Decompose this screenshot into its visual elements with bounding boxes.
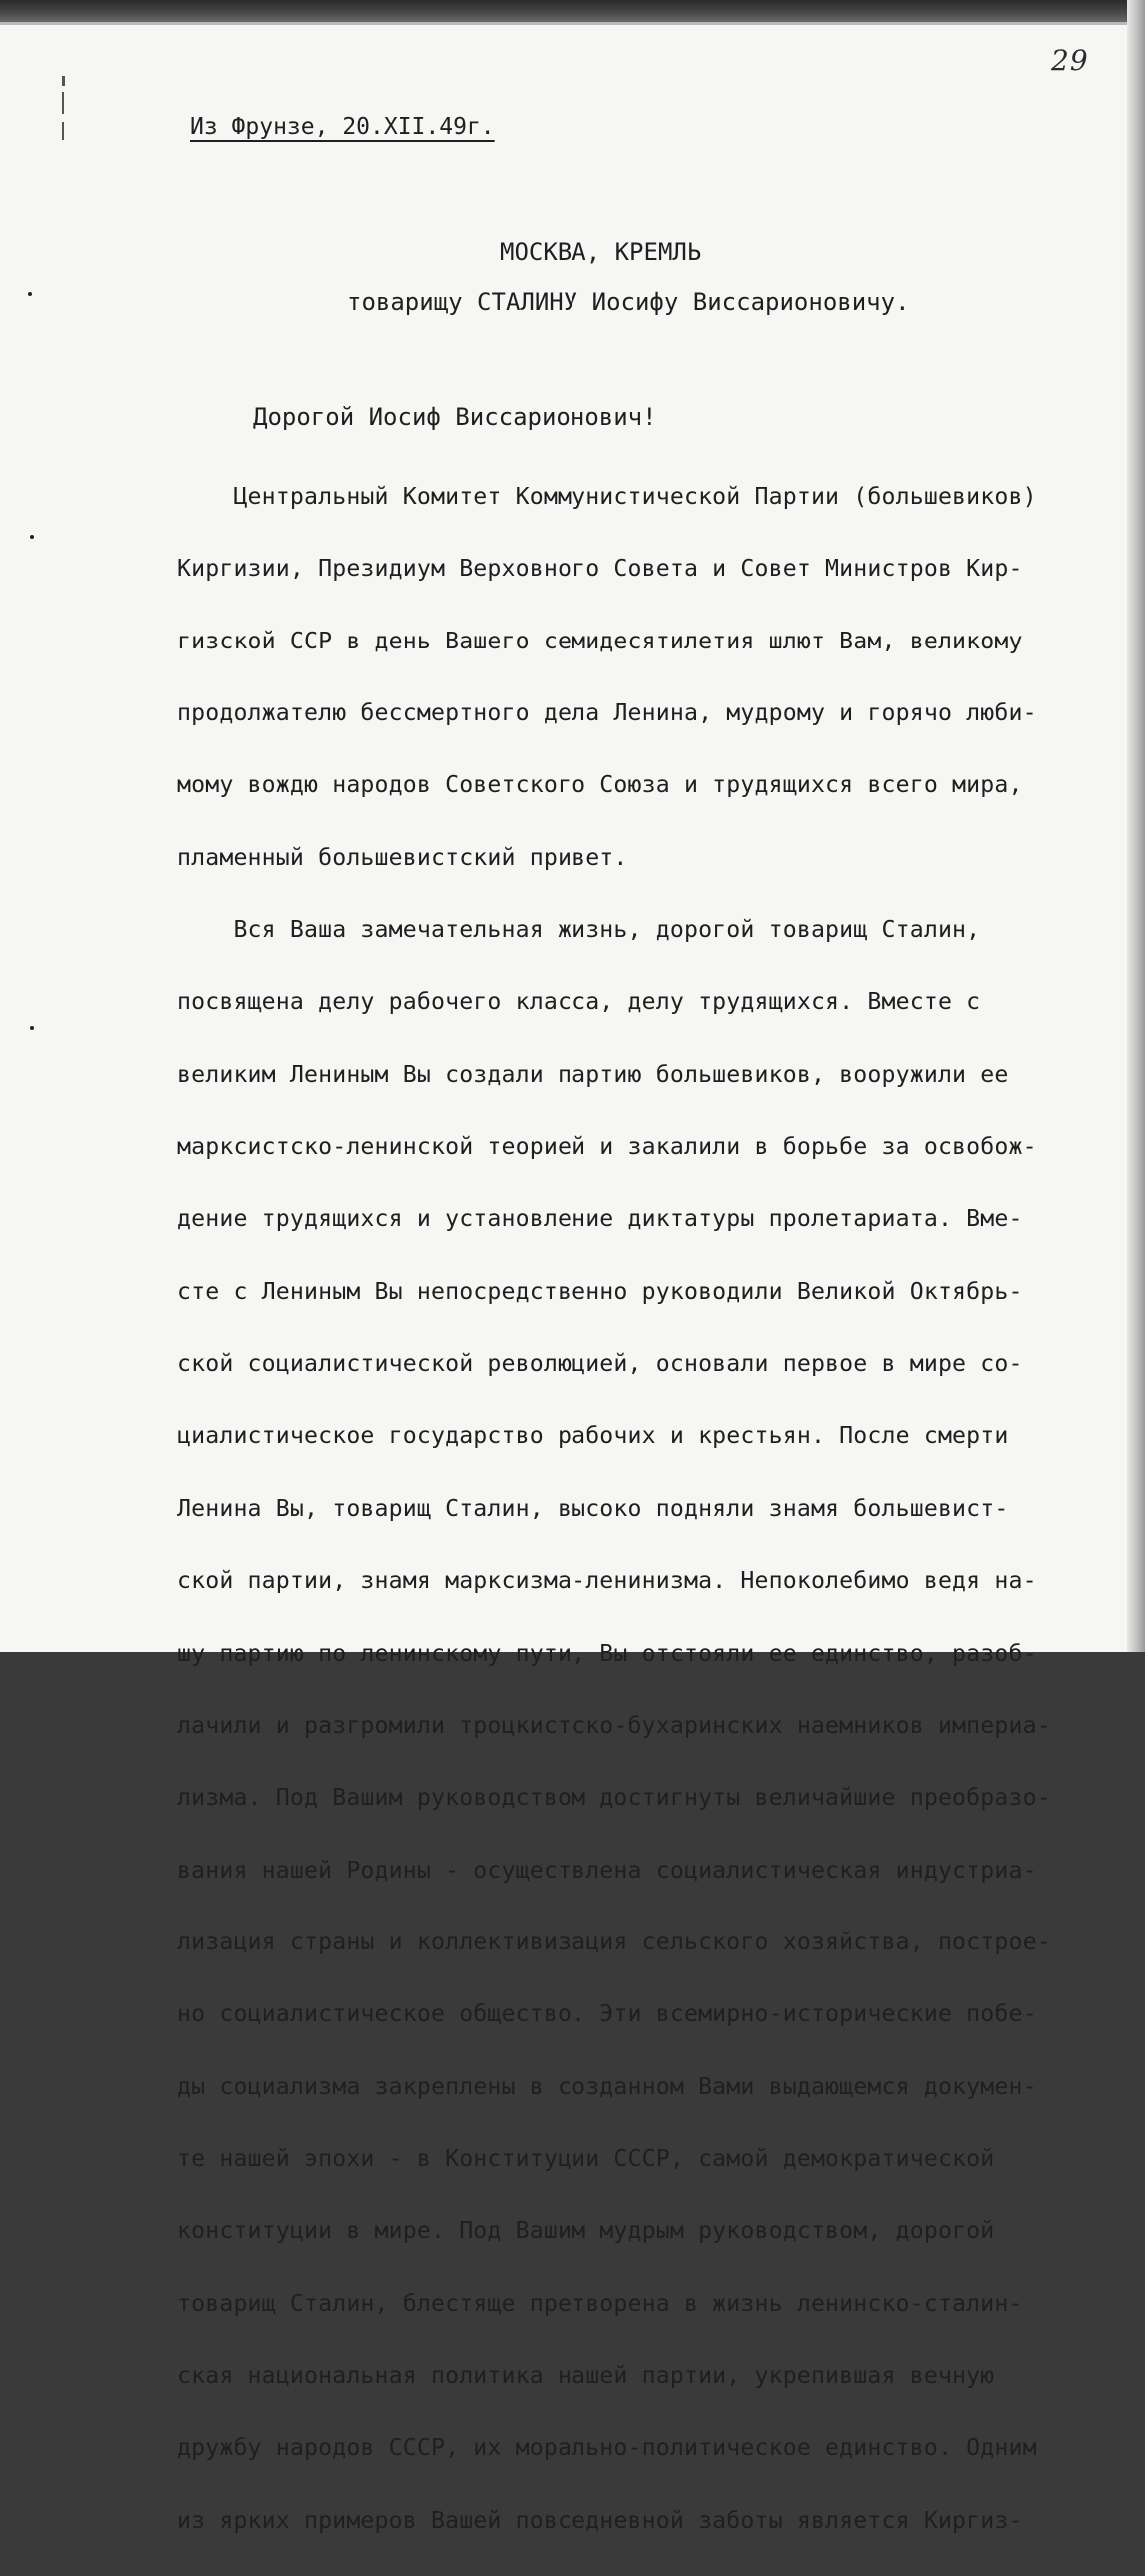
body-line: лачили и разгромили троцкистско-бухаринских наемников империа- [177,1711,1051,1739]
body-line: вания нашей Родины - осуществлена социалистическая индустриа- [177,1856,1037,1884]
scan-top-edge [0,0,1145,22]
addressee-name: товарищу СТАЛИНУ Иосифу Виссарионовичу. [347,288,910,316]
body-line: великим Лениным Вы создали партию большевиков, вооружили ее [177,1060,1009,1088]
body-line: циалистическое государство рабочих и крестьян. После смерти [177,1422,1009,1450]
punch-dot [30,535,34,539]
body-line: Киргизии, Президиум Верховного Совета и Совет Министров Кир- [177,555,1023,583]
body-line: марксистско-ленинской теорией и закалили в борьбе за освобож- [177,1133,1037,1161]
body-line: из ярких примеров Вашей повседневной заботы является Киргиз- [177,2506,1023,2534]
body-line: ская национальная политика нашей партии, укрепившая вечную [177,2361,995,2389]
body-line: пламенный большевистский привет. [177,843,628,871]
binding-mark [62,76,65,86]
body-line: посвящена делу рабочего класса, делу трудящихся. Вместе с [177,988,981,1016]
body-line: дружбу народов СССР, их морально-политическое единство. Одним [177,2434,1037,2462]
body-line: ской партии, знамя марксизма-ленинизма. Непоколебимо ведя на- [177,1567,1037,1595]
scan-right-edge [1127,0,1145,1652]
body-line: мому вождю народов Советского Союза и трудящихся всего мира, [177,771,1023,799]
body-line: конституции в мире. Под Вашим мудрым руководством, дорогой [177,2217,995,2245]
letter-body [177,442,1106,2576]
body-line: гизской ССР в день Вашего семидесятилетия шлют Вам, великому [177,627,1023,654]
binding-mark [62,122,64,140]
body-line: те нашей эпохи - в Конституции СССР, самой демократической [177,2144,995,2172]
body-line: сте с Лениным Вы непосредственно руководили Великой Октябрь- [177,1277,1023,1305]
body-line: продолжателю бессмертного дела Ленина, мудрому и горячо люби- [177,699,1037,727]
body-line: но социалистическое общество. Эти всемирно-исторические побе- [177,2000,1037,2028]
addressee-location: МОСКВА, КРЕМЛЬ [500,238,702,266]
place-date-line: Из Фрунзе, 20.XII.49г. [190,114,495,140]
body-line: ской социалистической революцией, основали первое в мире со- [177,1350,1023,1378]
body-line: Вся Ваша замечательная жизнь, дорогой товарищ Сталин, [177,916,981,944]
handwritten-page-number: 29 [1051,44,1089,77]
body-line: дение трудящихся и установление диктатуры пролетариата. Вме- [177,1205,1023,1233]
body-line: товарищ Сталин, блестяще претворена в жизнь ленинско-сталин- [177,2289,1023,2317]
body-line: лизма. Под Вашим руководством достигнуты величайшие преобразо- [177,1784,1051,1812]
binding-mark [62,92,64,114]
salutation: Дорогой Иосиф Виссарионович! [253,403,657,431]
body-line: Центральный Комитет Коммунистической Партии (большевиков) [177,483,1037,510]
punch-dot [28,292,32,296]
punch-dot [30,1026,34,1030]
body-line: Ленина Вы, товарищ Сталин, высоко подняли знамя большевист- [177,1494,1009,1522]
body-line: ды социализма закреплены в созданном Вами выдающемся докумен- [177,2072,1037,2100]
body-line: лизация страны и коллективизация сельского хозяйства, построе- [177,1928,1051,1955]
body-line: шу партию по ленинскому пути, Вы отстояли ее единство, разоб- [177,1639,1037,1667]
